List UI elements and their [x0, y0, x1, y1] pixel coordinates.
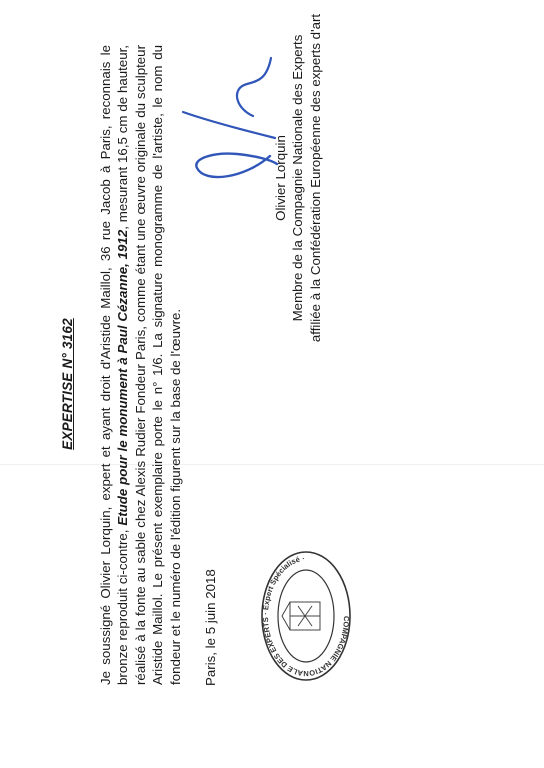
expert-stamp-seal	[258, 546, 353, 686]
expert-membership: Membre de la Compagnie Nationale des Experts	[290, 34, 306, 322]
certificate-body	[97, 45, 184, 685]
document-title: EXPERTISE N° 3162	[60, 318, 75, 450]
body-prefix: Je soussigné Olivier Lorquin, expert et ayant droit d'Aristide Maillol, 36 rue Jacob à Paris, reconnais le bronze reproduit ci-contre,	[98, 45, 131, 685]
stamp-text: COMPAGNIE NATIONALE DES EXPERTS · Expert Spécialisé ·	[260, 553, 352, 678]
expert-signature-block	[272, 0, 324, 358]
handwritten-signature	[175, 48, 285, 208]
expert-name: Olivier Lorquin	[273, 135, 288, 221]
date-line: Paris, le 5 juin 2018	[203, 569, 218, 686]
expert-affiliation: affiliée à la Confédération Européenne des experts d'art	[307, 13, 323, 343]
artwork-title: Etude pour le monument à Paul Cézanne, 1912	[115, 229, 131, 526]
body-suffix: , mesurant 16,5 cm de hauteur, réalisé à la fonte au sable chez Alexis Rudier Fondeur Paris, comme étant une œuvre originale du sculpteur Aristide Maillol. Le présent exemplaire porte le n° 1/6. La signature monogramme de l'artiste, le nom du fondeur et le numéro de l'édition figurent sur la base de l'œuvre.	[115, 44, 183, 685]
